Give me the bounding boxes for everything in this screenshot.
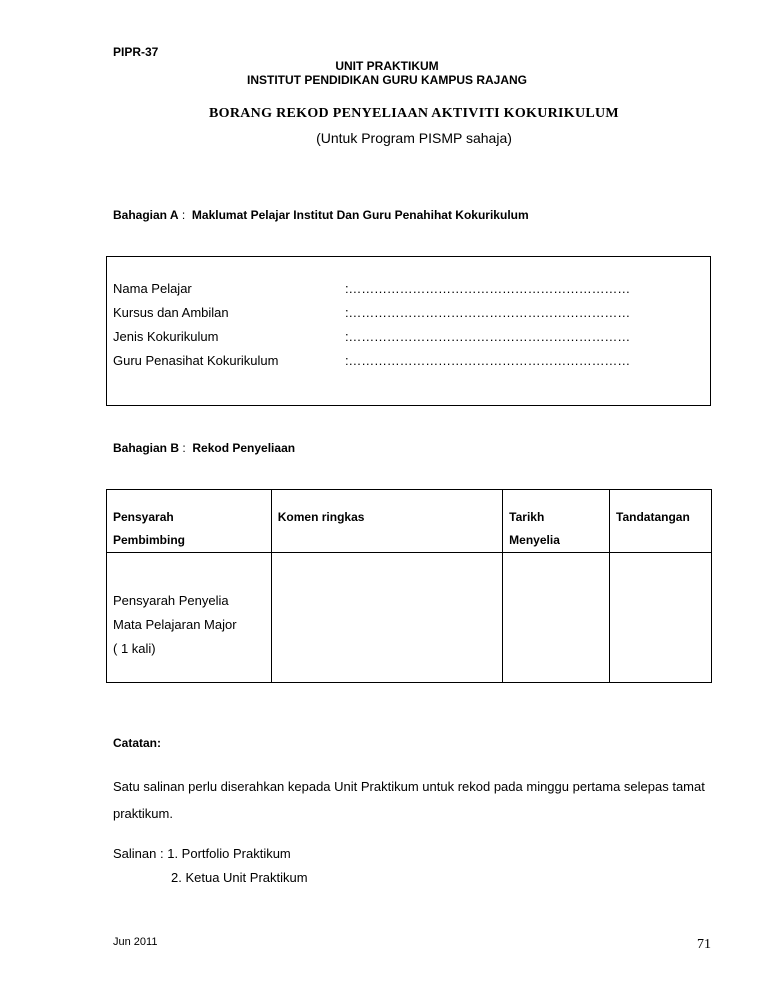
column-header-signature [610, 490, 712, 553]
form-title: BORANG REKOD PENYELIAAN AKTIVITI KOKURIKULUM [209, 106, 619, 121]
copy-item: 1. Portfolio Praktikum [167, 846, 291, 861]
section-b-separator: : [179, 441, 193, 455]
student-info-box [106, 256, 711, 406]
section-a-label: Bahagian A [113, 208, 179, 222]
unit-heading: UNIT PRAKTIKUM [335, 59, 439, 73]
column-header-line: Pembimbing [113, 533, 186, 547]
supervision-record-table [106, 489, 712, 683]
table-row [107, 553, 712, 683]
copies-label: Salinan : [113, 846, 164, 861]
column-header-line: Tarikh [509, 510, 545, 524]
section-b-label: Bahagian B [113, 441, 180, 455]
form-subtitle: (Untuk Program PISMP sahaja) [316, 130, 512, 146]
column-header-comment [271, 490, 502, 553]
column-header-line: Menyelia [509, 533, 560, 547]
lecturer-cell [107, 553, 272, 683]
column-header-line: Tandatangan [616, 510, 690, 524]
institute-heading: INSTITUT PENDIDIKAN GURU KAMPUS RAJANG [246, 73, 527, 87]
notes-text: Satu salinan perlu diserahkan kepada Unit Praktikum untuk rekod pada minggu pertama selepas tamat praktikum. [113, 779, 705, 821]
document-code: PIPR-37 [113, 45, 159, 59]
field-label: Nama Pelajar [113, 281, 192, 296]
field-value-line[interactable]: :………………………………………………………… [345, 305, 631, 320]
lecturer-line: ( 1 kali) [113, 641, 156, 656]
lecturer-line: Pensyarah Penyelia [113, 593, 229, 608]
comment-cell[interactable] [271, 553, 502, 683]
section-a-heading [113, 208, 529, 222]
copy-item: 2. Ketua Unit Praktikum [171, 870, 308, 885]
column-header-line: Komen ringkas [277, 510, 365, 524]
field-label: Guru Penasihat Kokurikulum [113, 353, 279, 368]
notes-heading: Catatan: [113, 736, 162, 750]
copies-line-1 [113, 846, 291, 861]
signature-cell[interactable] [610, 553, 712, 683]
field-label: Kursus dan Ambilan [113, 305, 229, 320]
table-header-row [107, 490, 712, 553]
field-value-line[interactable]: :………………………………………………………… [345, 353, 631, 368]
column-header-line: Pensyarah [113, 510, 174, 524]
column-header-lecturer [107, 490, 272, 553]
section-a-title: Maklumat Pelajar Institut Dan Guru Penahihat Kokurikulum [191, 208, 529, 222]
section-b-heading [113, 441, 295, 455]
page-number: 71 [697, 937, 711, 952]
lecturer-line: Mata Pelajaran Major [113, 617, 237, 632]
field-value-line[interactable]: :………………………………………………………… [345, 329, 631, 344]
field-label: Jenis Kokurikulum [113, 329, 219, 344]
section-b-title: Rekod Penyeliaan [192, 441, 296, 455]
date-cell[interactable] [503, 553, 610, 683]
section-a-separator: : [178, 208, 192, 222]
footer-date: Jun 2011 [113, 936, 158, 948]
field-value-line[interactable]: :………………………………………………………… [345, 281, 631, 296]
column-header-date [503, 490, 610, 553]
